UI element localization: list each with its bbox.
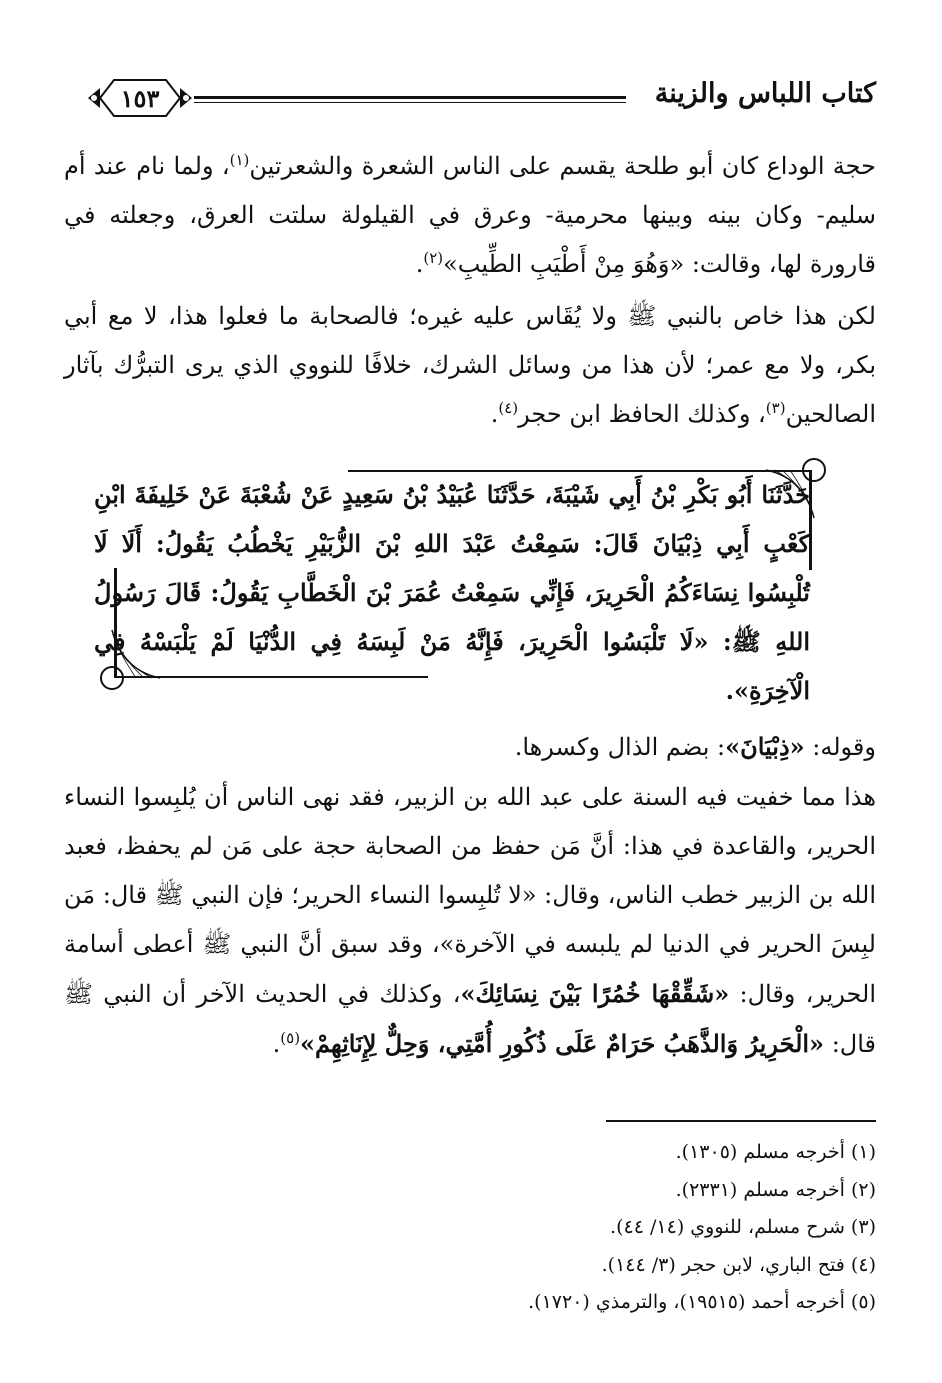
text-span: : بضم الذال وكسرها. <box>514 733 726 761</box>
footnote-ref-5[interactable]: (٥) <box>280 1029 301 1047</box>
text-span: هذا مما خفيت فيه السنة على عبد الله بن الزبير، فقد نهى الناس أن يُلبِسوا النساء الحرير، والقاعدة في هذا: أنَّ مَن حفظ من الصحابة حجة على مَن لم يحفظ، فعبد الله بن الزبير خطب الناس، وقال: «لا تُلبِسوا النساء الحرير؛ فإن النبي ﷺ قال: مَن لبِسَ الحرير في الدنيا لم يلبسه في الآخرة»، وقد سبق أنَّ النبي ﷺ أعطى أسامة الحرير، وقال: <box>63 783 877 1008</box>
hadith-quote: «شَقِّقْهَا خُمُرًا بَيْنَ نِسَائِكَ» <box>460 979 730 1008</box>
footnotes <box>64 1134 876 1322</box>
hadith-quote: «الْحَرِيرُ وَالذَّهَبُ حَرَامٌ عَلَى ذُكُورِ أُمَّتِي، وَحِلٌّ لِإِنَاثِهِمْ» <box>300 1029 825 1058</box>
footnote-separator <box>606 1120 876 1122</box>
footnote-4: (٤) فتح الباري، لابن حجر (٣/ ١٤٤). <box>601 1253 876 1276</box>
footnote-5: (٥) أخرجه أحمد (١٩٥١٥)، والترمذي (١٧٢٠). <box>528 1291 876 1313</box>
page-header <box>86 70 876 130</box>
text-span: ، وكذلك في الحديث الآخر أن النبي ﷺ قال: <box>64 980 876 1058</box>
text-span: ، ولما نام عند أم سليم- وكان بينه وبينها محرمية- وعرق في القيلولة سلتت العرق، وجعلته في قارورة لها، وقالت: <box>64 152 876 278</box>
paragraph-4 <box>64 773 876 1069</box>
text-span: حجة الوداع كان أبو طلحة يقسم على الناس الشعرة والشعرتين <box>249 152 876 180</box>
text-span: . <box>272 1030 281 1058</box>
footnote-1: (١) أخرجه مسلم (١٣٠٥). <box>675 1141 876 1163</box>
footnote-3: (٣) شرح مسلم، للنووي (١٤/ ٤٤). <box>610 1216 876 1238</box>
paragraph-2 <box>64 292 876 439</box>
footnote-ref-1[interactable]: (١) <box>229 151 250 169</box>
footnote-ref-2[interactable]: (٢) <box>423 249 444 267</box>
text-span: . <box>415 250 424 278</box>
footnote-2: (٢) أخرجه مسلم (٢٣٣١). <box>675 1178 876 1201</box>
page-number: ١٥٣ <box>120 84 160 113</box>
paragraph-1 <box>64 142 876 289</box>
quote-span: «وَهُوَ مِنْ أَطْيَبِ الطِّيبِ» <box>443 250 685 278</box>
footnote-ref-4[interactable]: (٤) <box>498 399 519 417</box>
footnote-ref-3[interactable]: (٣) <box>765 399 786 417</box>
header-rule <box>194 96 626 103</box>
page-number-badge <box>86 74 194 122</box>
text-span: لكن هذا خاص بالنبي ﷺ ولا يُقَاس عليه غيره؛ فالصحابة ما فعلوا هذا، لا مع أبي بكر، ولا مع عمر؛ لأن هذا من وسائل الشرك، خلافًا للنووي الذي يرى التبرُّك بآثار الصالحين <box>64 302 876 428</box>
hadith-box <box>94 456 828 705</box>
hadith-text: حَدَّثَنَا أَبُو بَكْرِ بْنُ أَبِي شَيْبَةَ، حَدَّثَنَا عُبَيْدُ بْنُ سَعِيدٍ عَنْ شُعْبَةَ عَنْ خَلِيفَةَ ابْنِ كَعْبٍ أَبِي ذِبْيَانَ قَالَ: سَمِعْتُ عَبْدَ اللهِ بْنَ الزُّبَيْرِ يَخْطُبُ يَقُولُ: أَلَا لَا تُلْبِسُوا نِسَاءَكُمُ الْحَرِيرَ، فَإِنِّي سَمِعْتُ عُمَرَ بْنَ الْخَطَّابِ يَقُولُ: قَالَ رَسُولُ اللهِ ﷺ: «لَا تَلْبَسُوا الْحَرِيرَ، فَإِنَّهُ مَنْ لَبِسَهُ فِي الدُّنْيَا لَمْ يَلْبَسْهُ فِي الْآخِرَةِ». <box>94 480 810 705</box>
text-span: . <box>490 400 499 428</box>
text-span: ، وكذلك الحافظ ابن حجر <box>518 400 766 428</box>
paragraph-3 <box>64 722 876 772</box>
text-span: وقوله: <box>804 733 876 761</box>
quoted-word: «ذِبْيَانَ» <box>725 732 805 761</box>
running-title: كتاب اللباس والزينة <box>654 78 876 109</box>
